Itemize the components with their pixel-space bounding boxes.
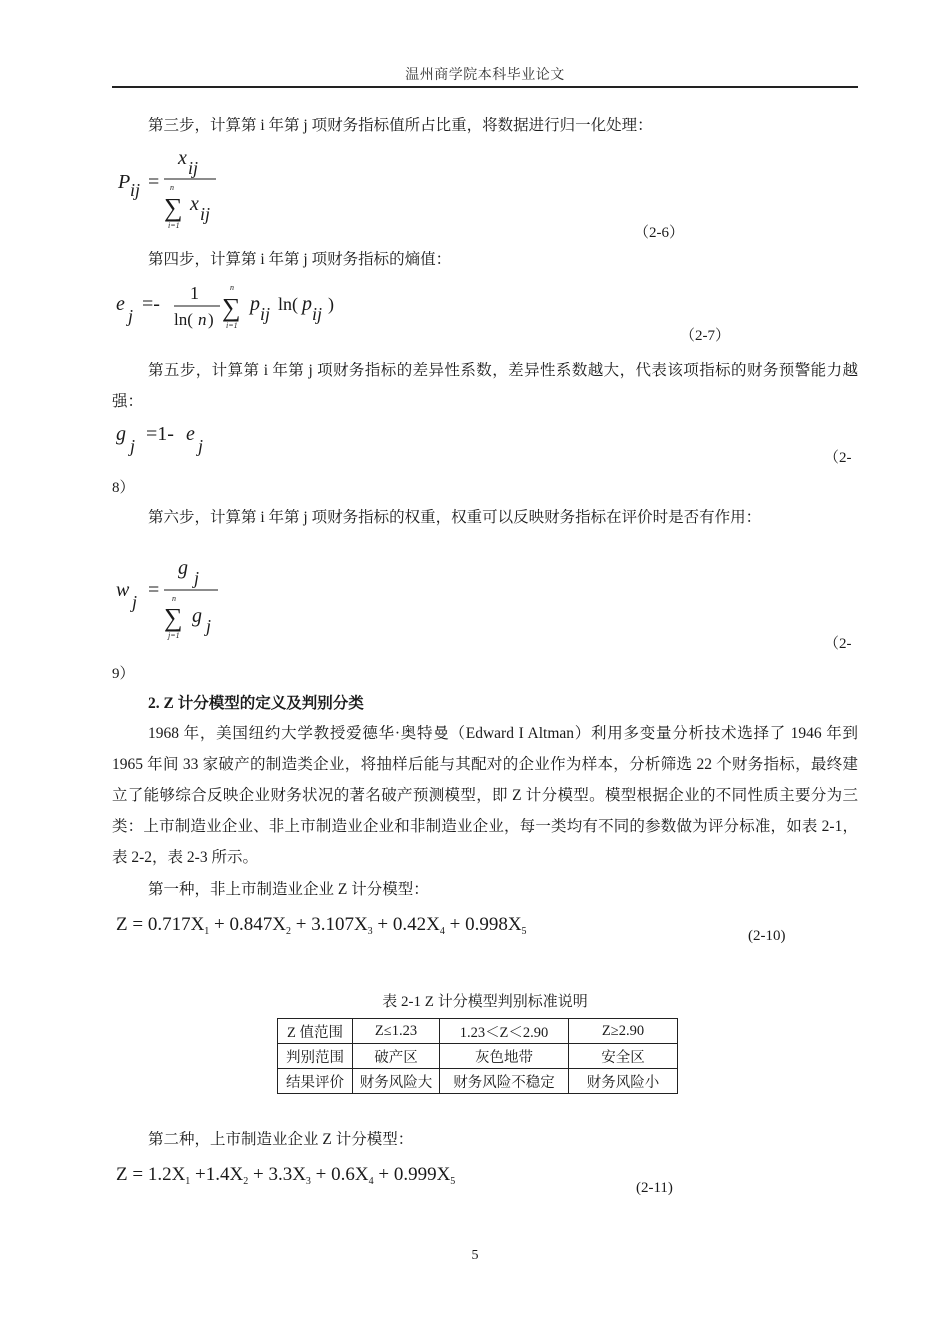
equation-2-9-number-part2: 9） [112,666,135,682]
svg-text:j: j [206,616,212,636]
table-cell: 结果评价 [278,1069,353,1094]
table-2-1 [277,1018,678,1094]
table-cell: Z≥2.90 [569,1019,678,1044]
svg-text:ij: ij [130,180,141,200]
equation-2-11-number: (2-11) [636,1180,673,1196]
svg-text:P: P [118,171,131,193]
equation-2-10-number: (2-10) [748,928,786,944]
svg-text:x: x [178,147,187,169]
svg-text:w: w [116,579,130,601]
equation-2-7 [112,278,858,348]
table-cell: 破产区 [353,1044,440,1069]
table-cell: Z 值范围 [278,1019,353,1044]
equation-2-10 [112,912,858,952]
equation-2-8-number-part1: （2- [824,450,852,466]
table-cell: 1.23＜Z＜2.90 [440,1019,569,1044]
svg-text:ij: ij [200,204,211,224]
equation-2-10-formula: $Z = 0.717X_1 + 0.847X_2 + 3.107X_3 + 0.42X_4 + 0.998X_5$ [116,914,527,937]
table-cell: 灰色地带 [440,1044,569,1069]
equation-2-11-formula: $Z = 1.2X_1 +1.4X_2 + 3.3X_3 + 0.6X_4 + 0.999X_5$ [116,1164,456,1187]
svg-text:ij: ij [188,158,199,178]
svg-text:n: n [170,183,174,192]
equation-2-8-number-part2: 8） [112,480,135,496]
svg-text:ij: ij [260,304,271,324]
equation-2-6 [112,140,858,240]
svg-text:j: j [198,436,204,456]
svg-text:j: j [128,306,134,326]
svg-text:j: j [130,436,136,456]
svg-text:g: g [116,423,126,445]
svg-text:=1-: =1- [146,423,174,445]
svg-text:g: g [178,557,188,579]
svg-text:i=1: i=1 [226,321,238,330]
equation-2-7-number: （2-7） [680,328,730,344]
table-cell: 安全区 [569,1044,678,1069]
section-heading: 2. Z 计分模型的定义及判别分类 [148,695,364,712]
svg-text:e: e [186,423,195,445]
svg-text:n: n [230,283,234,292]
equation-2-7-formula [112,278,372,340]
svg-text:): ) [328,294,334,314]
svg-text:x: x [190,193,199,215]
svg-text:=-: =- [142,293,160,315]
svg-text:): ) [208,310,214,329]
step6-text: 第六步，计算第 i 年第 j 项财务指标的权重，权重可以反映财务指标在评价时是否有作用： [148,509,762,526]
svg-text:=: = [148,579,160,601]
svg-text:∑: ∑ [164,193,183,222]
svg-text:p: p [302,293,312,315]
svg-text:j: j [132,592,138,612]
table-cell: 财务风险小 [569,1069,678,1094]
equation-2-8 [112,420,858,500]
svg-text:∑: ∑ [164,603,183,632]
equation-2-9-number-part1: （2- [824,636,852,652]
svg-text:e: e [116,293,125,315]
equation-2-11 [112,1162,858,1202]
page-number: 5 [471,1248,479,1263]
svg-text:i=1: i=1 [168,221,180,230]
step5-text: 第五步，计算第 i 年第 j 项财务指标的差异性系数，差异性系数越大，代表该项指标的财务预警能力越强： [112,362,858,410]
first-kind-label: 第一种，非上市制造业企业 Z 计分模型： [148,881,429,898]
table-row [278,1019,678,1044]
step4-text: 第四步，计算第 i 年第 j 项财务指标的熵值： [148,251,452,268]
step3-text: 第三步，计算第 i 年第 j 项财务指标值所占比重，将数据进行归一化处理： [148,117,653,134]
second-kind-label: 第二种，上市制造业企业 Z 计分模型： [148,1131,414,1148]
svg-text:ij: ij [312,304,323,324]
header-rule [112,86,858,88]
svg-text:=: = [148,171,160,193]
svg-text:n: n [172,594,176,603]
svg-text:ln(: ln( [278,294,298,314]
svg-text:ln(: ln( [174,310,193,329]
equation-2-9 [112,556,858,680]
table-cell: Z≤1.23 [353,1019,440,1044]
table-cell: 财务风险不稳定 [440,1069,569,1094]
equation-2-9-formula [112,556,272,648]
table-row [278,1044,678,1069]
table-row [278,1069,678,1094]
svg-text:j: j [194,568,200,588]
table-2-1-caption: 表 2-1 Z 计分模型判别标准说明 [382,994,588,1010]
svg-text:p: p [250,293,260,315]
svg-text:j=1: j=1 [168,631,180,640]
page-header-title: 温州商学院本科毕业论文 [405,68,565,83]
equation-2-8-formula [112,420,232,460]
svg-text:g: g [192,605,202,627]
svg-text:n: n [198,310,207,329]
table-cell: 判别范围 [278,1044,353,1069]
table-cell: 财务风险大 [353,1069,440,1094]
section-body: 1968 年，美国纽约大学教授爱德华·奥特曼（Edward I Altman）利用多变量分析技术选择了 1946 年到 1965 年间 33 家破产的制造类企业，将抽样后能与其配对的企业作为样本，分析筛选 22 个财务指标，最终建立了能够综合反映企业财务状况的著名破产预测模型，即 Z 计分模型。模型根据企业的不同性质主要分为三类：上市制造业企业、非上市制造业企业和非制造业企业，每一类均有不同的参数做为评分标准，如表 2-1，表 2-2，表 2-3 所示。 [112,725,858,866]
svg-text:∑: ∑ [222,293,241,322]
svg-text:1: 1 [190,283,199,303]
equation-2-6-formula [112,140,312,240]
equation-2-6-number: （2-6） [634,225,684,241]
